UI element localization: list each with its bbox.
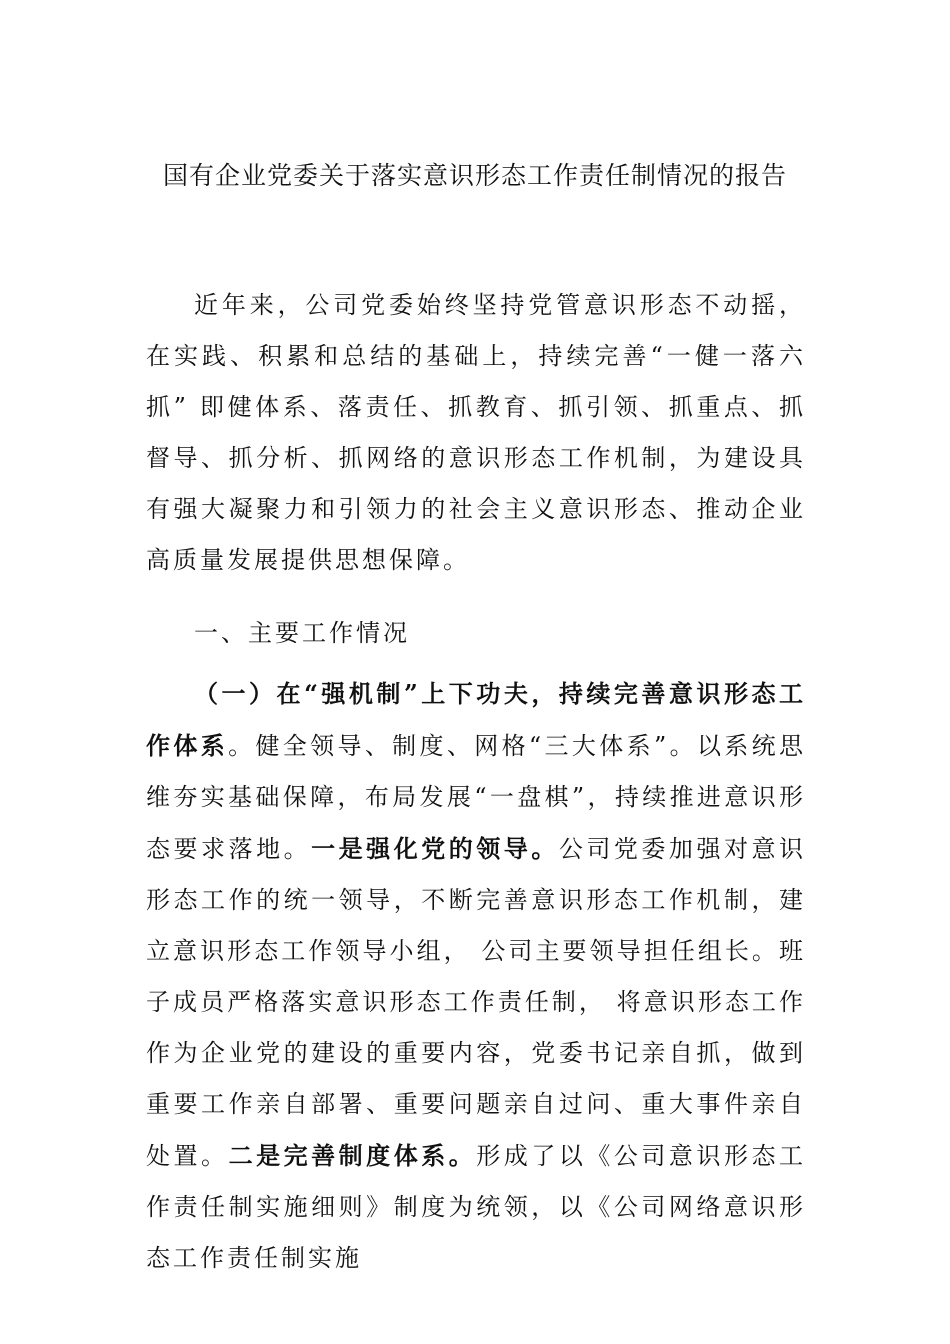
document-title: 国有企业党委关于落实意识形态工作责任制情况的报告: [162, 161, 787, 190]
section-heading-text: 一、主要工作情况: [194, 619, 410, 647]
point-2-label: 二是完善制度体系。: [228, 1141, 477, 1170]
point-1-label: 一是强化党的领导。: [311, 834, 559, 863]
subsection-paragraph: [146, 668, 806, 1284]
point-1-text: 公司党委加强对意识形态工作的统一领导，不断完善意识形态工作机制，建立意识形态工作领导小组， 公司主要领导担任组长。班子成员严格落实意识形态工作责任制， 将意识形态工作作为企业党的建设的重要内容，党委书记亲自抓，做到重要工作亲自部署、重要问题亲自过问、重大事件亲自处置。: [146, 835, 807, 1170]
intro-paragraph: 近年来，公司党委始终坚持党管意识形态不动摇，在实践、积累和总结的基础上，持续完善“一健一落六抓” 即健体系、落责任、抓教育、抓引领、抓重点、抓督导、抓分析、抓网络的意识形态工作机制，为建设具有强大凝聚力和引领力的社会主义意识形态、推动企业高质量发展提供思想保障。: [146, 291, 806, 574]
point-2-text: 形成了以《公司意识形态工作责任制实施细则》制度为统领，以《公司网络意识形态工作责任制实施: [146, 1142, 807, 1272]
section-heading: [146, 608, 806, 659]
subsection-bold-lead: （一）在“强机制”上下功夫，持续完善意识形态工作体系: [146, 679, 806, 760]
subsection-text: 。健全领导、制度、网格“三大体系”。以系统思维夯实基础保障，布局发展“一盘棋”，持续推进意识形态要求落地。: [146, 732, 806, 863]
document-body: [146, 280, 806, 1284]
